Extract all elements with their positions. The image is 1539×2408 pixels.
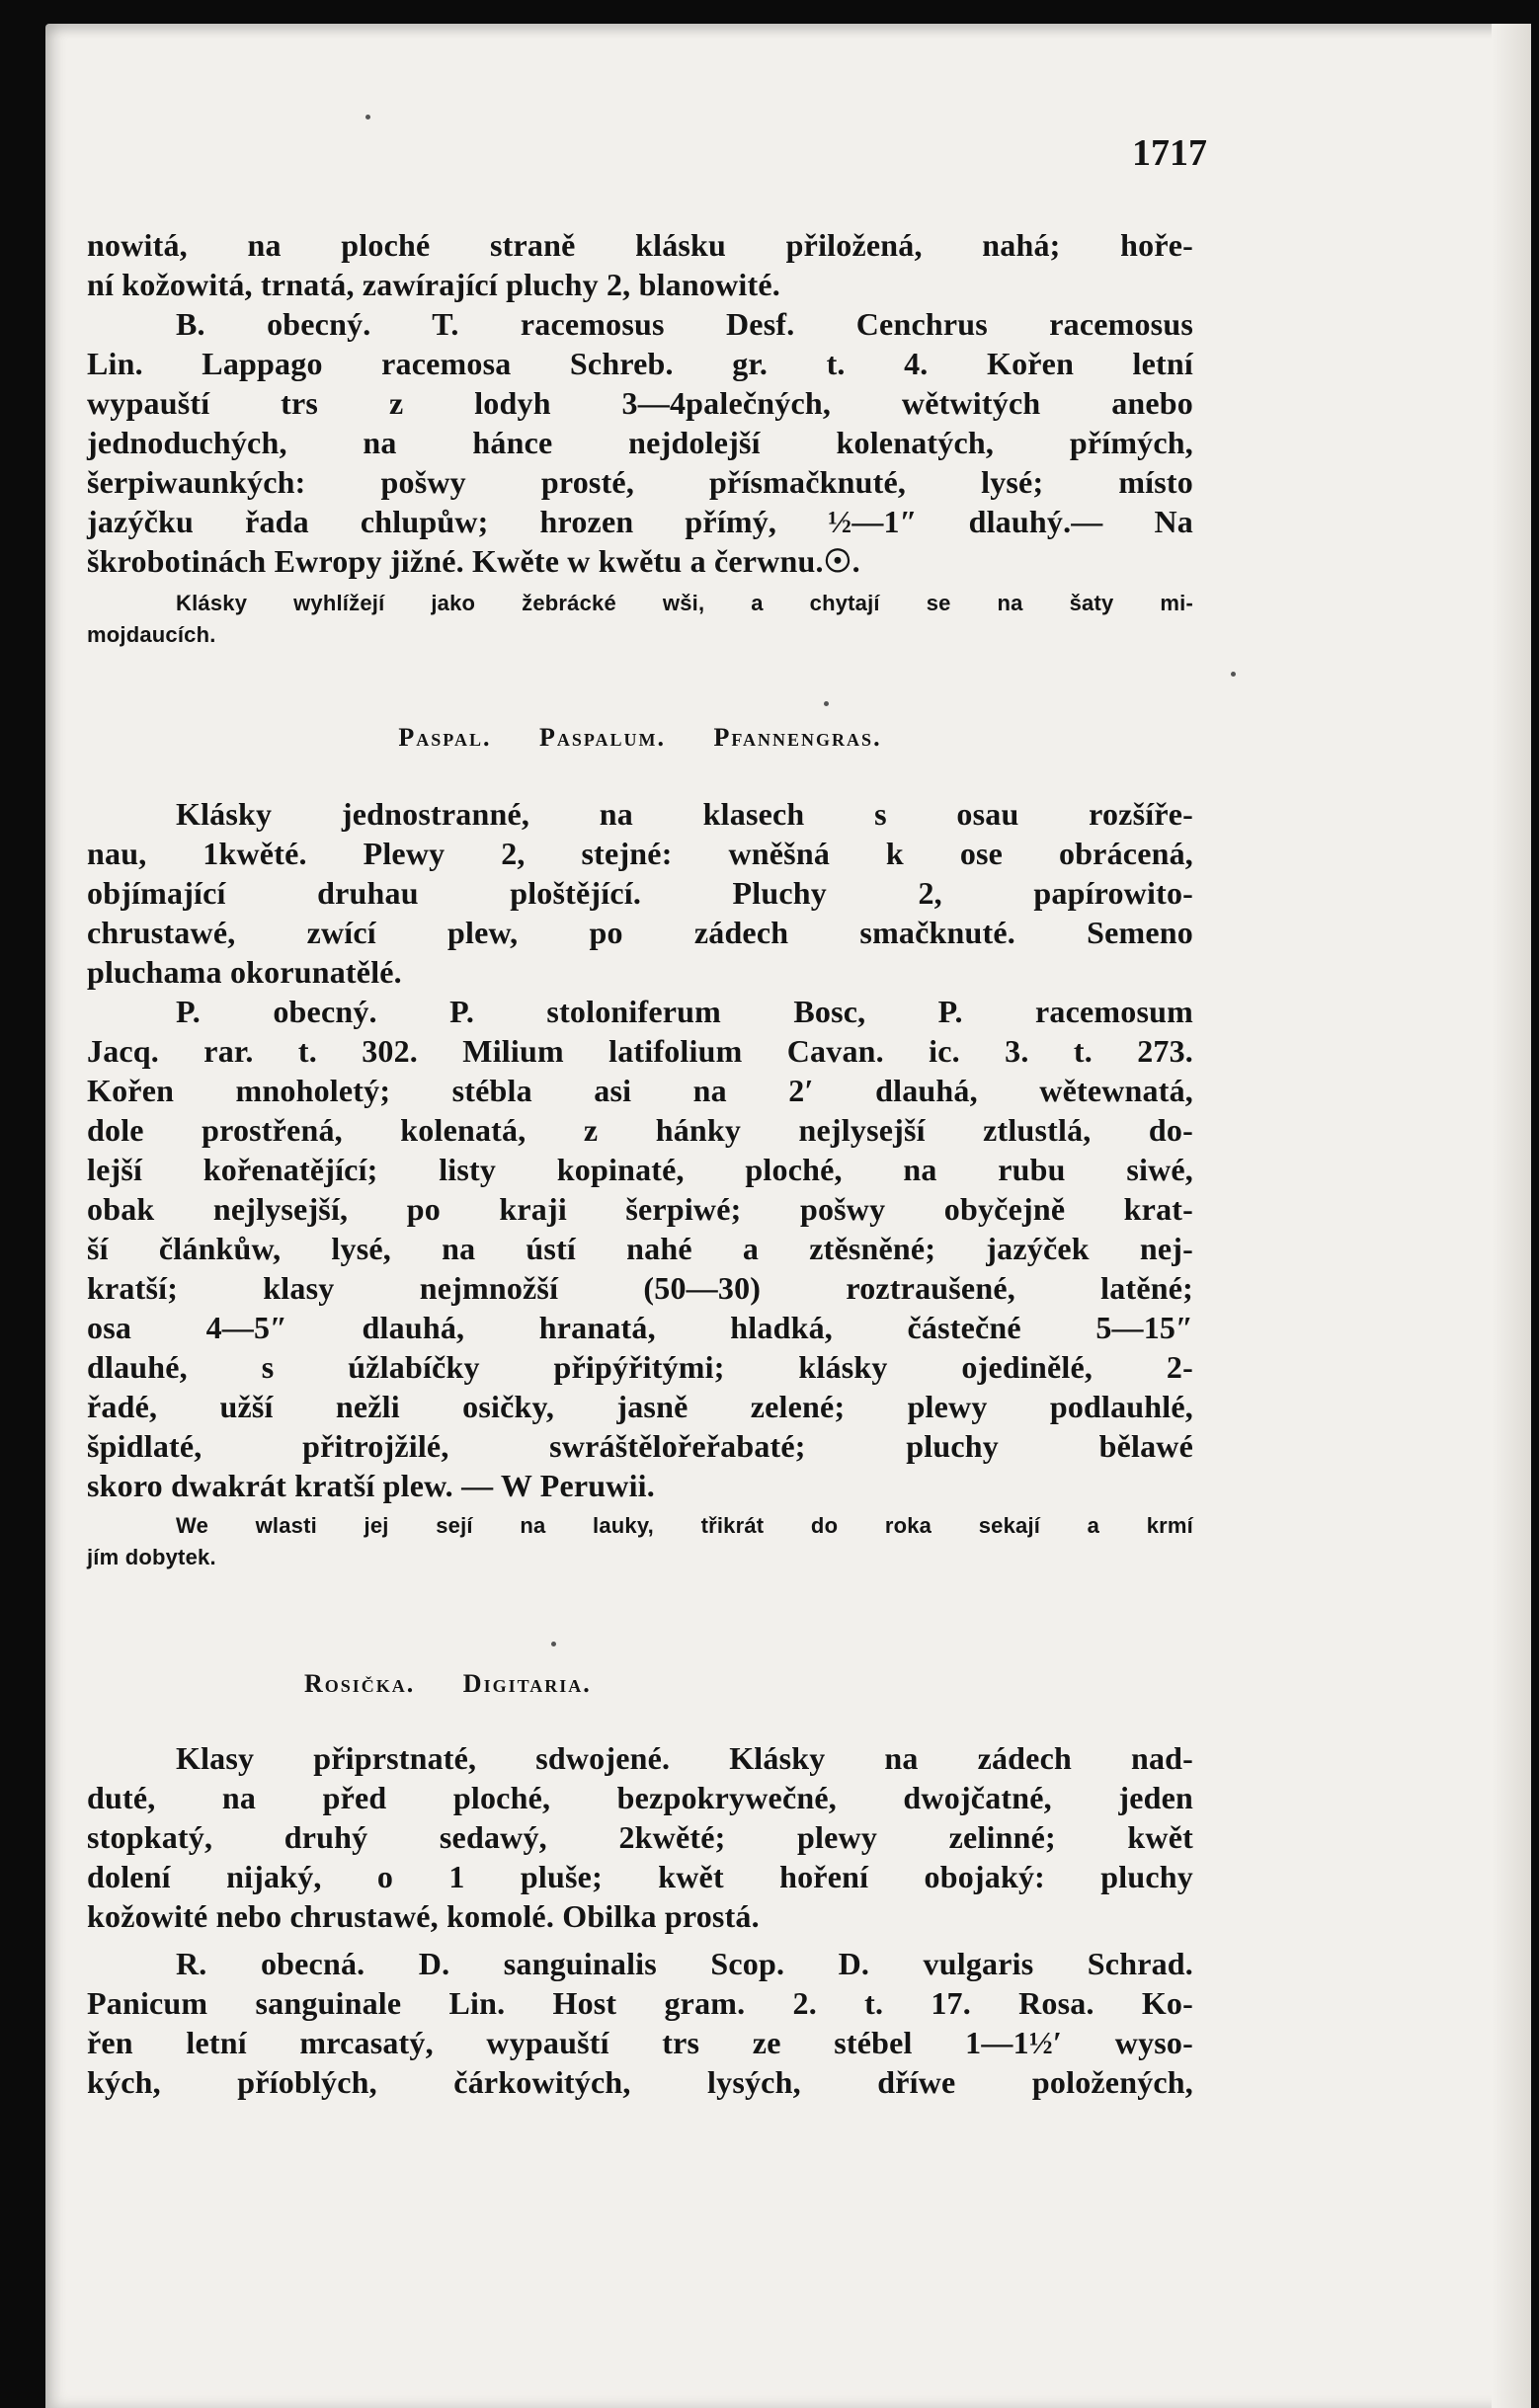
- text-line: dolení nijaký, o 1 pluše; kwět hoření obojaký: pluchy: [87, 1859, 1193, 1894]
- heading-latin: Digitaria.: [462, 1669, 592, 1698]
- text-line: Lin. Lappago racemosa Schreb. gr. t. 4. Kořen letní: [87, 346, 1193, 381]
- text-line: Klásky jednostranné, na klasech s osau rozšíře-: [176, 796, 1193, 832]
- print-speck: [824, 701, 829, 706]
- page-edge-shading: [1492, 24, 1531, 2408]
- text-line: ní kožowitá, trnatá, zawírající pluchy 2, blanowité.: [87, 267, 780, 302]
- text-line: Klasy připrstnaté, sdwojené. Klásky na zádech nad-: [176, 1740, 1193, 1776]
- text-line: Jacq. rar. t. 302. Milium latifolium Cavan. ic. 3. t. 273.: [87, 1033, 1193, 1069]
- text-line: chrustawé, zwící plew, po zádech smačknuté. Semeno: [87, 915, 1193, 950]
- heading-latin: Paspalum.: [538, 723, 667, 752]
- text-line: obak nejlysejší, po kraji šerpiwé; pošwy obyčejně krat-: [87, 1191, 1193, 1227]
- text-line: jazýčku řada chlupůw; hrozen přímý, ½—1″ dlauhý.— Na: [87, 504, 1193, 539]
- heading-german: Pfannengras.: [713, 723, 882, 752]
- heading-czech: Paspal.: [398, 723, 492, 752]
- text-line: Kořen mnoholetý; stébla asi na 2′ dlauhá, wětewnatá,: [87, 1073, 1193, 1108]
- note-line: mojdaucích.: [87, 622, 216, 647]
- section-heading-digitaria: [304, 1667, 996, 1701]
- print-speck: [365, 115, 370, 120]
- note-line: Klásky wyhlížejí jako žebrácké wši, a chytají se na šaty mi-: [176, 591, 1193, 615]
- text-line: řadé, užší nežli osičky, jasně zelené; plewy podlauhlé,: [87, 1389, 1193, 1424]
- text-line: duté, na před ploché, bezpokrywečné, dwojčatné, jeden: [87, 1780, 1193, 1815]
- heading-czech: Rosička.: [304, 1669, 416, 1698]
- text-line: Panicum sanguinale Lin. Host gram. 2. t. 17. Rosa. Ko-: [87, 1985, 1193, 2021]
- text-line: kožowité nebo chrustawé, komolé. Obilka prostá.: [87, 1898, 760, 1934]
- text-line: B. obecný. T. racemosus Desf. Cenchrus racemosus: [176, 306, 1193, 342]
- text-line: wypauští trs z lodyh 3—4palečných, wětwitých anebo: [87, 385, 1193, 421]
- page-number: 1717: [1132, 132, 1207, 174]
- text-line: šerpiwaunkých: pošwy prosté, přísmačknuté, lysé; místo: [87, 464, 1193, 500]
- text-line: stopkatý, druhý sedawý, 2kwěté; plewy zelinné; kwět: [87, 1819, 1193, 1855]
- text-line: jednoduchých, na hánce nejdolejší kolenatých, přímých,: [87, 425, 1193, 460]
- text-line: kých, příoblých, čárkowitých, lysých, dříwe položených,: [87, 2064, 1193, 2100]
- text-line: dlauhé, s úžlabíčky připýřitými; klásky ojedinělé, 2-: [87, 1349, 1193, 1385]
- text-line: P. obecný. P. stoloniferum Bosc, P. racemosum: [176, 994, 1193, 1029]
- text-line: škrobotinách Ewropy jižné. Kwěte w kwětu a čerwnu.☉.: [87, 543, 860, 579]
- print-speck: [1231, 672, 1236, 677]
- note-line: jím dobytek.: [87, 1545, 216, 1569]
- text-line: nau, 1kwěté. Plewy 2, stejné: wněšná k ose obrácená,: [87, 836, 1193, 871]
- text-line: nowitá, na ploché straně klásku přiložená, nahá; hoře-: [87, 227, 1193, 263]
- text-line: osa 4—5″ dlauhá, hranatá, hladká, částečné 5—15″: [87, 1310, 1193, 1345]
- text-line: špidlaté, přitrojžilé, swráštělořeřabaté; pluchy bělawé: [87, 1428, 1193, 1464]
- section-heading-paspalum: [87, 721, 1193, 755]
- text-line: ší článkůw, lysé, na ústí nahé a ztěsněné; jazýček nej-: [87, 1231, 1193, 1266]
- text-line: objímající druhau ploštějící. Pluchy 2, papírowito-: [87, 875, 1193, 911]
- text-line: řen letní mrcasatý, wypauští trs ze stébel 1—1½′ wyso-: [87, 2025, 1193, 2060]
- text-line: pluchama okorunatělé.: [87, 954, 402, 990]
- text-line: R. obecná. D. sanguinalis Scop. D. vulgaris Schrad.: [176, 1946, 1193, 1981]
- text-line: lejší kořenatějící; listy kopinaté, ploché, na rubu siwé,: [87, 1152, 1193, 1187]
- text-line: dole prostřená, kolenatá, z hánky nejlysejší ztlustlá, do-: [87, 1112, 1193, 1148]
- note-line: We wlasti jej sejí na lauky, třikrát do roka sekají a krmí: [176, 1513, 1193, 1538]
- text-line: skoro dwakrát kratší plew. — W Peruwii.: [87, 1468, 655, 1503]
- text-line: kratší; klasy nejmnožší (50—30) roztraušené, latěné;: [87, 1270, 1193, 1306]
- print-speck: [551, 1642, 556, 1646]
